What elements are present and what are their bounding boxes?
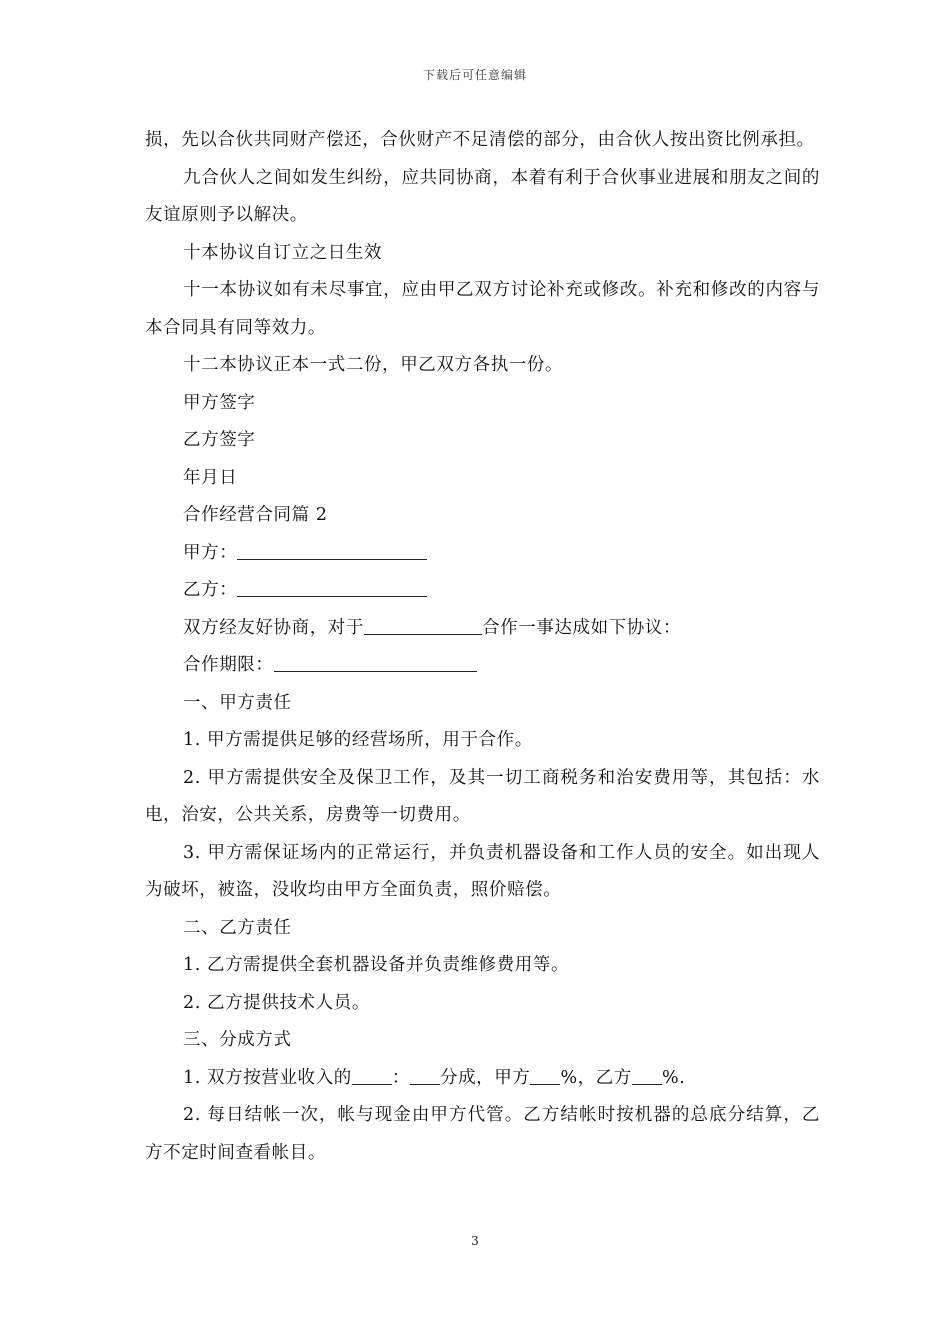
list-item: 2. 每日结帐一次，帐与现金由甲方代管。乙方结帐时按机器的总底分结算，乙方不定时间查看帐目。 (145, 1105, 820, 1163)
party-a-blank (237, 541, 427, 560)
ratio-party-b: %，乙方 (560, 1067, 632, 1088)
list-item (145, 1060, 820, 1098)
paragraph: 九合伙人之间如发生纠纷，应共同协商，本着有利于合伙事业进展和朋友之间的友谊原则予以解决。 (145, 167, 820, 225)
date-line: 年月日 (183, 467, 238, 488)
list-item: 3. 甲方需保证场内的正常运行，并负责机器设备和工作人员的安全。如出现人为破坏，被盗，没收均由甲方全面负责，照价赔偿。 (145, 842, 820, 900)
period-line (145, 647, 820, 685)
agreement-prefix: 双方经友好协商，对于 (183, 617, 364, 638)
paragraph: 十一本协议如有未尽事宜，应由甲乙双方讨论补充或修改。补充和修改的内容与本合同具有同等效力。 (145, 280, 820, 338)
party-b-signature: 乙方签字 (183, 430, 256, 450)
ratio-colon: ： (391, 1067, 410, 1088)
list-item: 1. 乙方需提供全套机器设备并负责维修费用等。 (183, 955, 570, 975)
section-heading: 一、甲方责任 (183, 692, 292, 713)
section-title: 合作经营合同篇 2 (183, 505, 328, 525)
period-blank (274, 653, 477, 672)
paragraph: 十二本协议正本一式二份，甲乙双方各执一份。 (183, 355, 564, 375)
ratio-end: %. (662, 1067, 686, 1088)
period-label: 合作期限： (183, 655, 274, 675)
paragraph: 损，先以合伙共同财产偿还，合伙财产不足清偿的部分，由合伙人按出资比例承担。 (145, 130, 815, 150)
section-heading: 二、乙方责任 (183, 917, 292, 938)
party-a-line (145, 535, 820, 573)
list-item: 2. 甲方需提供安全及保卫工作，及其一切工商税务和治安费用等，其包括：水电，治安，公共关系，房费等一切费用。 (145, 767, 820, 825)
ratio-prefix: 1. 双方按营业收入的 (183, 1067, 352, 1088)
page-number: 3 (471, 1234, 479, 1248)
party-a-label: 甲方： (183, 542, 238, 563)
list-item: 1. 甲方需提供足够的经营场所，用于合作。 (183, 730, 533, 750)
ratio-blank-a (352, 1066, 392, 1085)
paragraph: 十本协议自订立之日生效 (183, 242, 383, 263)
party-a-signature: 甲方签字 (183, 392, 256, 413)
agreement-suffix: 合作一事达成如下协议： (482, 617, 682, 638)
page-header: 下载后可任意编辑 (422, 68, 527, 82)
section-heading: 三、分成方式 (183, 1030, 292, 1050)
agreement-line (145, 610, 820, 648)
ratio-blank-b (410, 1066, 440, 1085)
party-b-blank (237, 578, 427, 597)
document-body (145, 122, 820, 1172)
party-b-label: 乙方： (183, 580, 238, 600)
percent-blank-a (530, 1066, 560, 1085)
party-b-line (145, 572, 820, 610)
ratio-party-a: 分成，甲方 (439, 1067, 531, 1088)
cooperation-blank (364, 616, 482, 635)
percent-blank-b (632, 1066, 662, 1085)
list-item: 2. 乙方提供技术人员。 (183, 992, 370, 1013)
